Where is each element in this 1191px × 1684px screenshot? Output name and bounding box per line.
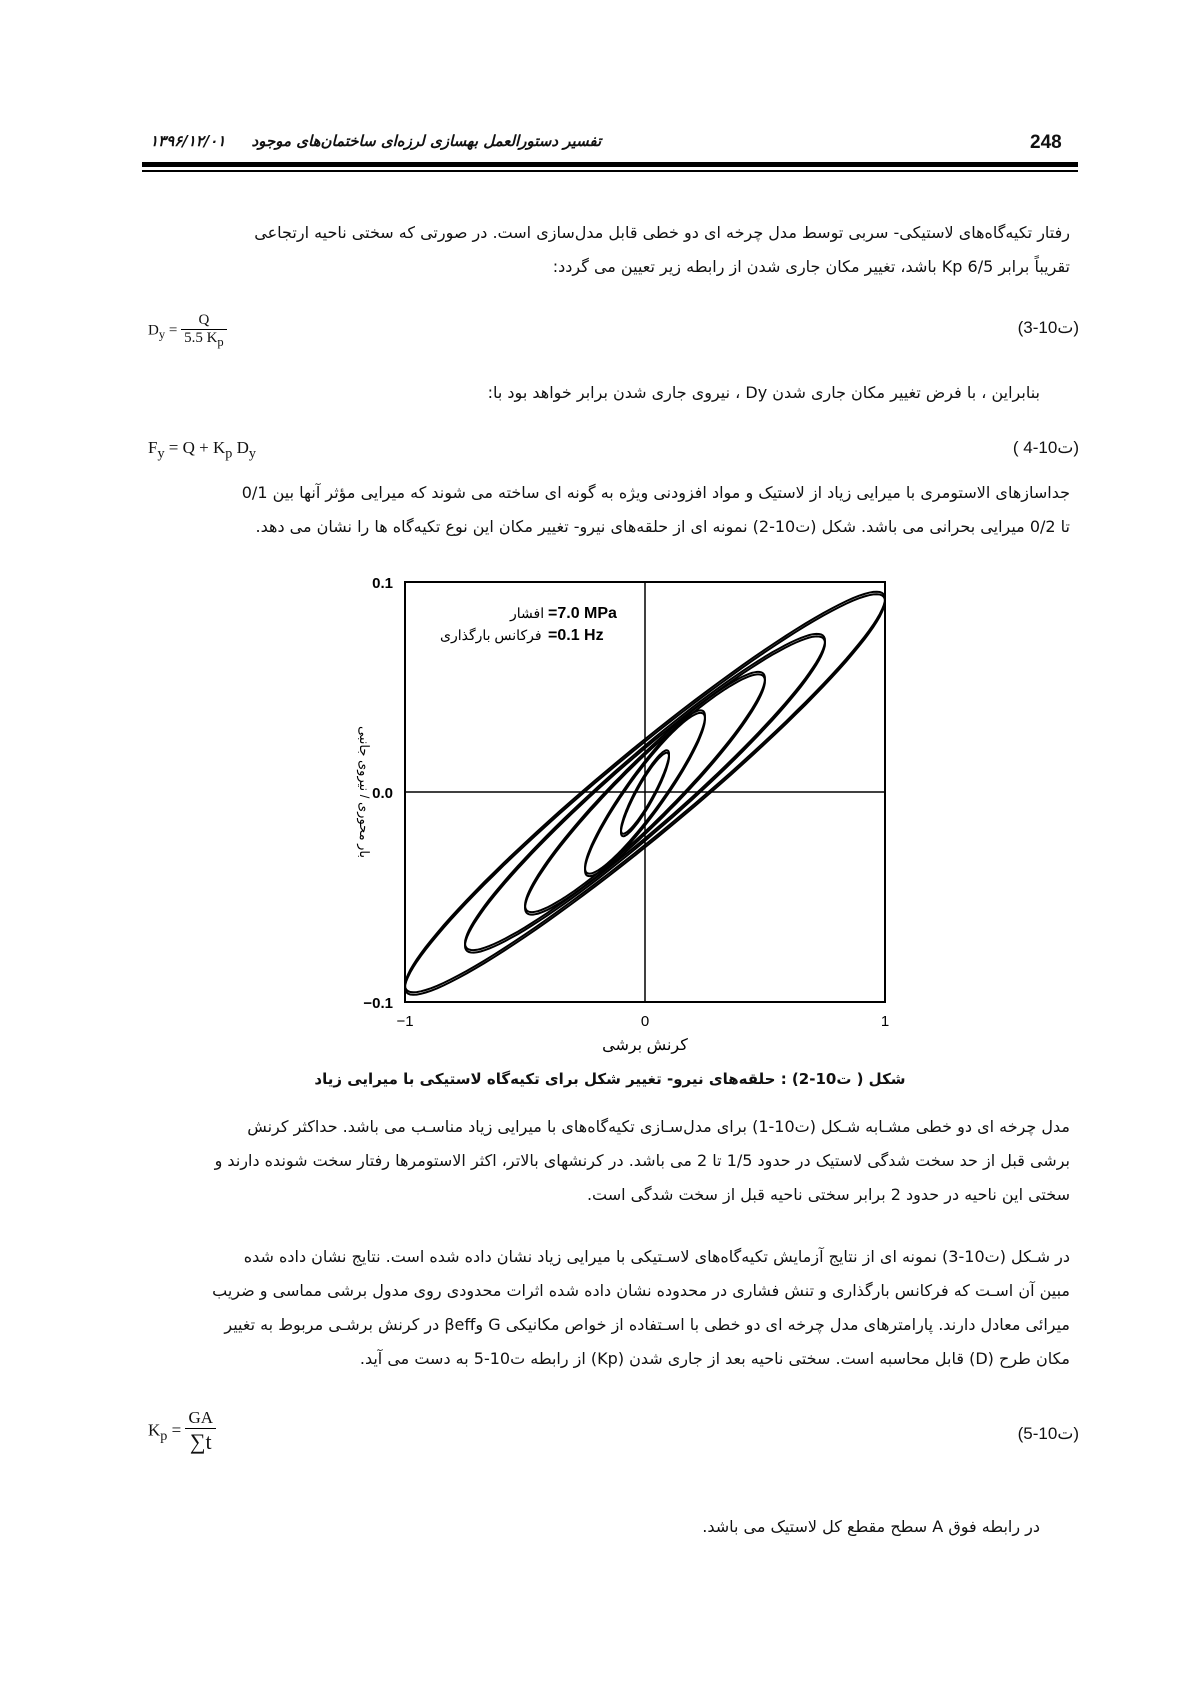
eq-subscript: y (158, 327, 166, 342)
y-tick-label: 0.1 (372, 575, 393, 592)
eq-fraction (185, 1408, 216, 1455)
eq-numerator: GA (185, 1408, 216, 1429)
header-rule-thick (142, 162, 1078, 167)
paragraph-line: مکان طرح (D) قابل محاسبه است. سختی ناحیه بعد از جاری شدن (Kp) از رابطه ت10-5 به دست می آید. (359, 1349, 1070, 1368)
eq-text: D (232, 438, 249, 457)
paragraph-4 (150, 1110, 1070, 1212)
header-date: ۱۳۹۶/۱۲/۰۱ (150, 132, 226, 150)
paragraph-line: رفتار تکیه‌گاه‌های لاستیکی- سربی توسط مدل چرخه ای دو خطی قابل مدل‌سازی است. در صورتی که سختی ناحیه ارتجاعی (254, 223, 1070, 242)
x-tick-labels (396, 1013, 889, 1030)
equation-10-5: $K_p$ = $\frac{GA}{\sum t}$ (148, 1408, 216, 1455)
x-tick-label: 1 (880, 1013, 890, 1030)
paragraph-line: میرائی معادل دارند. پارامترهای مدل چرخه ای دو خطی با اسـتفاده از خواص مکانیکی G وβeff در کرنش برشـی مربوط به تغییر (224, 1315, 1070, 1334)
x-axis-label: کرنش برشی (602, 1037, 688, 1054)
annotation-pressure-label: افشار (510, 605, 545, 621)
paragraph-line: در شـکل (ت10-3) نمونه ای از نتایج آزمایش تکیه‌گاه‌های لاسـتیکی با میرایی زیاد نشان داده شده است. نتایج نشان داده شده (243, 1247, 1070, 1266)
eq-subscript: p (160, 1427, 168, 1444)
paragraph-line: در رابطه فوق A سطح مقطع کل لاستیک می باشد. (702, 1517, 1040, 1536)
paragraph-line: سختی این ناحیه در حدود 2 برابر سختی ناحیه قبل از سخت شدگی است. (586, 1185, 1070, 1204)
paragraph-1 (150, 216, 1070, 284)
paragraph-3 (150, 476, 1070, 544)
paragraph-line: تا 0/2 میرایی بحرانی می باشد. شکل (ت10-2) نمونه ای از حلقه‌های نیرو- تغییر مکان این نوع تکیه‌گاه ها را نشان می دهد. (255, 517, 1070, 536)
eq-numerator: Q (181, 312, 227, 330)
paragraph-line: برشی قبل از حد سخت شدگی لاستیک در حدود 1/5 تا 2 می باشد. در کرنشهای بالاتر، اکثر الاستومرها رفتار سخت شونده دارند و (214, 1151, 1070, 1170)
eq-symbol: K (148, 1420, 161, 1440)
eq-subscript: p (217, 335, 224, 349)
paragraph-line: تقریباً برابر 6/5 Kp باشد، تغییر مکان جاری شدن از رابطه زیر تعیین می گردد: (552, 257, 1070, 276)
caption-text: حلقه‌های نیرو- تغییر شکل برای تکیه‌گاه لاستیکی با میرایی زیاد (314, 1070, 781, 1088)
header-rule-thin (142, 170, 1078, 172)
x-tick-label: 0 (640, 1013, 650, 1030)
y-axis-label: بار محوری / نیروی جانبی (357, 726, 372, 858)
paragraph-5 (150, 1240, 1070, 1376)
annotation-frequency-label: فرکانس بارگذاری (440, 627, 542, 643)
book-title-block (150, 132, 710, 150)
eq-symbol: F (148, 438, 158, 457)
paragraph-line: مدل چرخه ای دو خطی مشـابه شـکل (ت10-1) برای مدل‌سـازی تکیه‌گاه‌های با میرایی زیاد مناسـب می باشد. حداکثر کرنش (247, 1117, 1070, 1136)
paragraph-line: جداسازهای الاستومری با میرایی زیاد از لاستیک و مواد افزودنی ویژه به گونه ای ساخته می شوند که میرایی مؤثر آنها بین 0/1 (241, 483, 1070, 502)
equation-number: ( ت10-4) (1012, 438, 1079, 457)
caption-prefix: شکل ( ت10-2) : (780, 1070, 906, 1088)
paragraph-2 (150, 376, 1070, 410)
equation-number: (ت10-3) (1017, 318, 1079, 337)
y-tick-label: −0.1 (363, 995, 393, 1012)
equation-10-4 (148, 438, 256, 462)
eq-denominator: ∑t (189, 1429, 212, 1454)
equation-10-3: $D_y$ = $\frac{Q}{5.5 K_p}$ (148, 312, 227, 350)
paragraph-line: بنابراین ، با فرض تغییر مکان جاری شدن Dy ، نیروی جاری شدن برابر خواهد بود با: (487, 383, 1040, 402)
paragraph-6 (150, 1510, 1070, 1544)
eq-den-text: 5.5 K (184, 330, 218, 346)
eq-symbol: D (148, 322, 159, 339)
running-header (0, 128, 1191, 158)
x-tick-label: −1 (396, 1013, 414, 1030)
paragraph-line: مبین آن اسـت که فرکانس بارگذاری و تنش فشاری در محدوده نشان داده شده اثرات محدودی روی مدول برشی مماسی و ضریب (212, 1281, 1070, 1300)
page-number: 248 (1030, 132, 1062, 153)
hysteresis-chart (320, 570, 920, 1070)
book-title: تفسیر دستورالعمل بهسازی لرزه‌ای ساختمان‌های موجود (251, 132, 602, 150)
figure-caption (150, 1070, 1070, 1088)
eq-subscript: p (225, 445, 233, 462)
eq-text: = Q + K (164, 438, 226, 457)
annotation-pressure-value: =7.0 MPa (548, 605, 617, 622)
eq-subscript: y (157, 445, 165, 462)
eq-fraction (181, 312, 227, 350)
annotation-frequency-value: =0.1 Hz (548, 627, 604, 644)
eq-denominator (181, 330, 227, 350)
equation-number: (ت10-5) (1017, 1424, 1079, 1443)
y-tick-label: 0.0 (372, 785, 393, 802)
eq-subscript: y (248, 445, 256, 462)
